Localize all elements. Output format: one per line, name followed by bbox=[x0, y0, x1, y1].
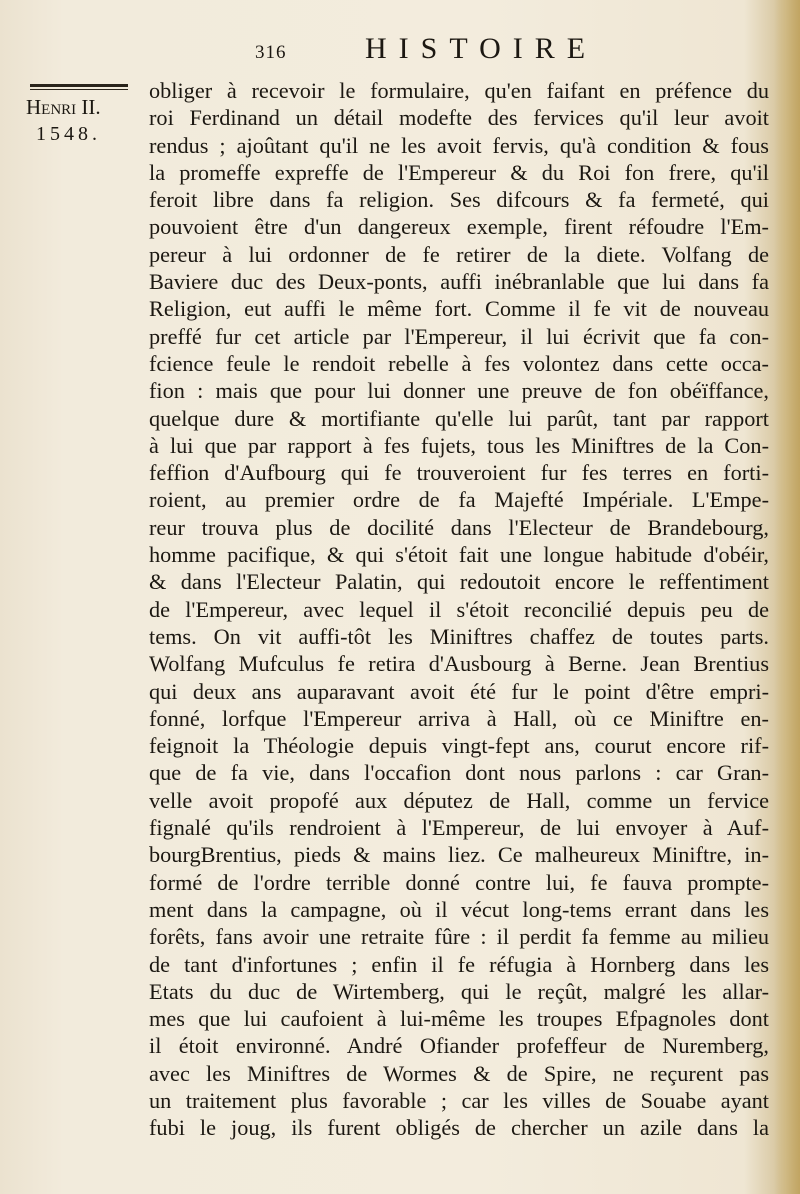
margin-rule-thin bbox=[30, 89, 128, 90]
text-line: avec les Miniftres de Wormes & de Spire, ne reçurent pas bbox=[149, 1060, 769, 1086]
text-line: reur trouva plus de docilité dans l'Electeur de Brandebourg, bbox=[149, 514, 769, 540]
text-line: Religion, eut auffi le même fort. Comme il fe vit de nouveau bbox=[149, 296, 769, 322]
text-line: homme pacifique, & qui s'étoit fait une longue habitude d'obéir, bbox=[149, 542, 769, 568]
text-line: fignalé qu'ils rendroient à l'Empereur, de lui envoyer à Auf- bbox=[149, 815, 769, 841]
text-line: preffé fur cet article par l'Empereur, il lui écrivit que fa con- bbox=[149, 323, 769, 349]
text-line: velle avoit propofé aux députez de Hall, comme un fervice bbox=[149, 787, 769, 813]
text-line: qui deux ans auparavant avoit été fur le point d'être empri- bbox=[149, 678, 769, 704]
text-line: obliger à recevoir le formulaire, qu'en faifant en préfence du bbox=[149, 78, 769, 103]
text-line: ment dans la campagne, où il vécut long-tems errant dans les bbox=[149, 896, 769, 922]
text-line: fubi le joug, ils furent obligés de chercher un azile dans la bbox=[149, 1115, 769, 1141]
running-title: HISTOIRE bbox=[365, 32, 598, 65]
text-line: la promeffe expreffe de l'Empereur & du Roi fon frere, qu'il bbox=[149, 159, 769, 185]
text-line: & dans l'Electeur Palatin, qui redoutoit encore le reffentiment bbox=[149, 569, 769, 595]
text-line: roient, au premier ordre de fa Majefté Impériale. L'Empe- bbox=[149, 487, 769, 513]
body-text bbox=[149, 77, 769, 1142]
page-header bbox=[255, 30, 655, 70]
text-line: fion : mais que pour lui donner une preuve de fon obéïffance, bbox=[149, 378, 769, 404]
text-line: fcience feule le rendoit rebelle à fes volontez dans cette occa- bbox=[149, 350, 769, 376]
text-line: de tant d'infortunes ; enfin il fe réfugia à Hornberg dans les bbox=[149, 951, 769, 977]
text-line: pereur à lui ordonner de fe retirer de la diete. Volfang de bbox=[149, 241, 769, 267]
text-line: pouvoient être d'un dangereux exemple, firent réfoudre l'Em- bbox=[149, 214, 769, 240]
text-line: formé de l'ordre terrible donné contre lui, fe fauva prompte- bbox=[149, 869, 769, 895]
text-line: Wolfang Mufculus fe retira d'Ausbourg à Berne. Jean Brentius bbox=[149, 651, 769, 677]
text-line: roi Ferdinand un détail modefte des fervices qu'il leur avoit bbox=[149, 105, 769, 131]
text-line: feroit libre dans fa religion. Ses difcours & fa fermeté, qui bbox=[149, 187, 769, 213]
text-line: bourgBrentius, pieds & mains liez. Ce malheureux Miniftre, in- bbox=[149, 842, 769, 868]
margin-rule bbox=[30, 84, 128, 87]
text-line: fonné, lorfque l'Empereur arriva à Hall, où ce Miniftre en- bbox=[149, 705, 769, 731]
text-line: tems. On vit auffi-tôt les Miniftres chaffez de toutes parts. bbox=[149, 623, 769, 649]
text-line: quelque dure & mortifiante qu'elle lui parût, tant par rapport bbox=[149, 405, 769, 431]
text-line: que de fa vie, dans l'occafion dont nous parlons : car Gran- bbox=[149, 760, 769, 786]
text-line: un traitement plus favorable ; car les villes de Souabe ayant bbox=[149, 1087, 769, 1113]
text-line: à lui que par rapport à fes fujets, tous les Miniftres de la Con- bbox=[149, 432, 769, 458]
page-edge-shadow bbox=[774, 0, 800, 1194]
text-line: de l'Empereur, avec lequel il s'étoit reconcilié depuis peu de bbox=[149, 596, 769, 622]
text-line: feffion d'Aufbourg qui fe trouveroient fur fes terres en forti- bbox=[149, 460, 769, 486]
margin-reign-name: Henri II. bbox=[26, 95, 101, 119]
text-line: rendus ; ajoûtant qu'il ne les avoit fervis, qu'à condition & fous bbox=[149, 132, 769, 158]
page-number: 316 bbox=[255, 42, 287, 63]
text-line: forêts, fans avoir une retraite fûre : il perdit fa femme au milieu bbox=[149, 924, 769, 950]
text-line: Baviere duc des Deux-ponts, auffi inébranlable que lui dans fa bbox=[149, 269, 769, 295]
text-line: il étoit environné. André Ofiander profeffeur de Nuremberg, bbox=[149, 1033, 769, 1059]
text-line: mes que lui caufoient à lui-même les troupes Efpagnoles dont bbox=[149, 1006, 769, 1032]
margin-year: 1548. bbox=[36, 123, 101, 145]
text-line: feignoit la Théologie depuis vingt-fept ans, courut encore rif- bbox=[149, 733, 769, 759]
text-line: Etats du duc de Wirtemberg, qui le reçût, malgré les allar- bbox=[149, 978, 769, 1004]
margin-note bbox=[26, 94, 136, 148]
